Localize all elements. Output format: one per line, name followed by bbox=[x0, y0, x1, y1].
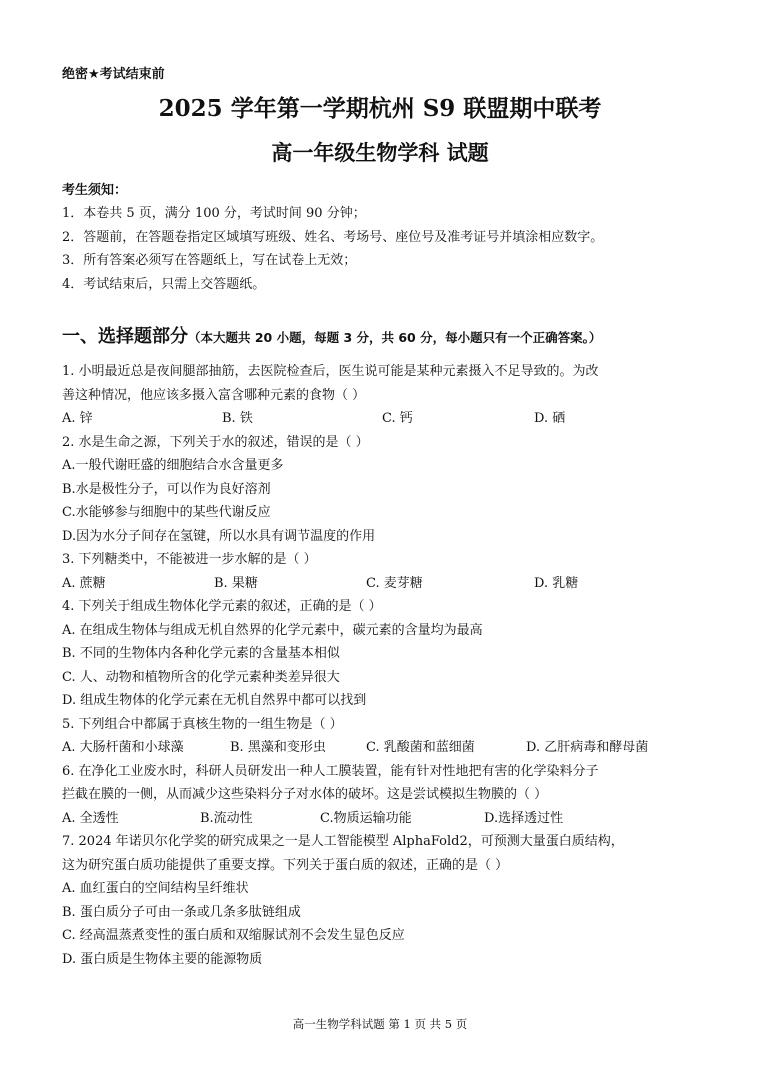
question-list bbox=[62, 360, 712, 971]
option-b: B.流动性 bbox=[200, 810, 253, 826]
question-stem: 2. 水是生命之源，下列关于水的叙述，错误的是（ ） bbox=[62, 434, 369, 450]
page-footer: 高一生物学科试题 第 1 页 共 5 页 bbox=[292, 1017, 468, 1031]
option-b: B. 铁 bbox=[222, 411, 253, 426]
option-row bbox=[62, 407, 712, 431]
question-stem: 7. 2024 年诺贝尔化学奖的研究成果之一是人工智能模型 AlphaFold2，可预测大量蛋白质结构， bbox=[62, 834, 624, 849]
question-stem: 善这种情况，他应该多摄入富含哪种元素的食物（ ） bbox=[62, 387, 366, 403]
question-2 bbox=[62, 431, 712, 549]
question-stem: 3. 下列糖类中，不能被进一步水解的是（ ） bbox=[62, 552, 317, 567]
option-c: C. 经高温蒸煮变性的蛋白质和双缩脲试剂不会发生显色反应 bbox=[62, 928, 405, 943]
option-d: D. 乳糖 bbox=[534, 575, 579, 591]
option-d: D.因为水分子间存在氢键，所以水具有调节温度的作用 bbox=[62, 528, 376, 544]
option-b: B. 黑藻和变形虫 bbox=[230, 740, 326, 755]
option-c: C. 麦芽糖 bbox=[366, 575, 423, 591]
option-b: B. 蛋白质分子可由一条或几条多肽链组成 bbox=[62, 904, 301, 920]
option-a: A.一般代谢旺盛的细胞结合水含量更多 bbox=[62, 458, 284, 473]
question-1 bbox=[62, 360, 712, 431]
candidate-notice bbox=[62, 180, 712, 296]
exam-title: 2025 学年第一学期杭州 S9 联盟期中联考 bbox=[158, 95, 602, 122]
section-note: （本大题共 20 小题，每题 3 分，共 60 分，每小题只有一个正确答案。） bbox=[188, 330, 602, 345]
question-stem: 这为研究蛋白质功能提供了重要支撑。下列关于蛋白质的叙述，正确的是（ ） bbox=[62, 857, 509, 873]
question-6 bbox=[62, 760, 712, 831]
section-title: 一、选择题部分 bbox=[62, 326, 188, 347]
option-row bbox=[62, 572, 712, 596]
option-a: A. 在组成生物体与组成无机自然界的化学元素中，碳元素的含量均为最高 bbox=[62, 622, 483, 638]
question-stem: 拦截在膜的一侧，从而减少这些染料分子对水体的破坏。这是尝试模拟生物膜的（ ） bbox=[62, 787, 548, 802]
option-d: D. 硒 bbox=[534, 411, 566, 426]
option-c: C.水能够参与细胞中的某些代谢反应 bbox=[62, 505, 271, 520]
notice-item: 1．本卷共 5 页，满分 100 分，考试时间 90 分钟； bbox=[62, 206, 366, 221]
notice-item: 4．考试结束后，只需上交答题纸。 bbox=[62, 276, 266, 292]
section-heading bbox=[62, 322, 732, 348]
option-a: A. 血红蛋白的空间结构呈纤维状 bbox=[62, 881, 249, 896]
option-c: C. 乳酸菌和蓝细菌 bbox=[366, 740, 475, 755]
notice-heading: 考生须知： bbox=[62, 183, 128, 198]
option-d: D. 乙肝病毒和酵母菌 bbox=[526, 740, 649, 755]
option-c: C. 钙 bbox=[382, 411, 413, 426]
question-stem: 6. 在净化工业废水时，科研人员研发出一种人工膜装置，能有针对性地把有害的化学染料分子 bbox=[62, 763, 599, 779]
question-stem: 1. 小明最近总是夜间腿部抽筋，去医院检查后，医生说可能是某种元素摄入不足导致的。为改 bbox=[62, 364, 599, 379]
option-d: D. 组成生物体的化学元素在无机自然界中都可以找到 bbox=[62, 693, 367, 708]
option-d: D.选择透过性 bbox=[484, 810, 564, 826]
option-a: A. 全透性 bbox=[62, 810, 119, 826]
question-4 bbox=[62, 595, 712, 713]
confidential-label: 绝密★考试结束前 bbox=[62, 67, 165, 82]
notice-item: 2．答题前，在答题卷指定区域填写班级、姓名、考场号、座位号及准考证号并填涂相应数字。 bbox=[62, 229, 604, 245]
question-3 bbox=[62, 548, 712, 595]
question-stem: 5. 下列组合中都属于真核生物的一组生物是（ ） bbox=[62, 716, 343, 732]
option-c: C.物质运输功能 bbox=[320, 810, 412, 826]
option-row bbox=[62, 807, 712, 831]
option-b: B. 不同的生物体内各种化学元素的含量基本相似 bbox=[62, 646, 340, 661]
option-a: A. 蔗糖 bbox=[62, 575, 106, 591]
option-a: A. 大肠杆菌和小球藻 bbox=[62, 740, 184, 755]
option-row bbox=[62, 736, 712, 760]
exam-subtitle: 高一年级生物学科 试题 bbox=[271, 140, 489, 165]
option-b: B. 果糖 bbox=[214, 575, 258, 591]
option-a: A. 锌 bbox=[62, 411, 93, 426]
option-c: C. 人、动物和植物所含的化学元素种类差异很大 bbox=[62, 669, 340, 685]
question-stem: 4. 下列关于组成生物体化学元素的叙述，正确的是（ ） bbox=[62, 599, 382, 614]
question-7 bbox=[62, 830, 712, 971]
option-b: B.水是极性分子，可以作为良好溶剂 bbox=[62, 481, 271, 497]
option-d: D. 蛋白质是生物体主要的能源物质 bbox=[62, 951, 263, 967]
question-5 bbox=[62, 713, 712, 760]
notice-item: 3．所有答案必须写在答题纸上，写在试卷上无效； bbox=[62, 253, 357, 268]
